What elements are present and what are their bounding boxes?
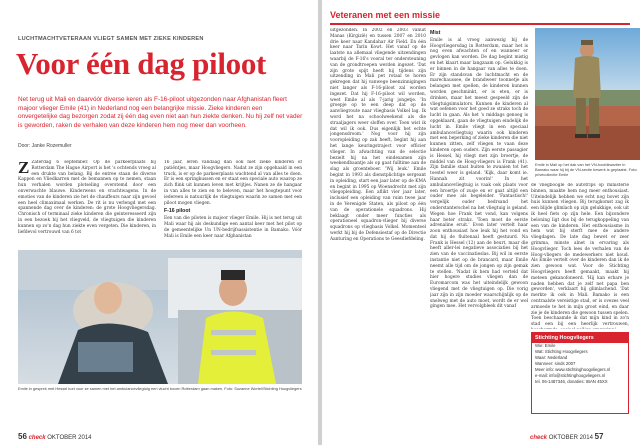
footer-left: [18, 432, 92, 441]
page-number-right: 57: [594, 432, 604, 441]
magazine-name-left: check: [28, 435, 46, 441]
subheading-f16: F-16 piloot: [164, 208, 191, 215]
kicker: LUCHTMACHTVETERAAN VLIEGT SAMEN MET ZIEKE KINDEREN: [18, 36, 204, 42]
info-line: Waar: Nederland: [535, 355, 568, 360]
right-column-1: [330, 28, 426, 428]
right-col2-text: de vliegboogle de autotrips op ministerie binnen, maakte hem nog meer enthousiast. Uiteindelijk hebben we echt nog bovet zijn huis kunnen vliegen. Bij terugkomst zag ik een blijde glimlach op zijn gelukkige, ook uit ik heel fiets op zijn hele. Een bijzondere beloning ligt dus bij de terugkoppeling van een van de kinderen. Het enthousiasme in hem wat bij sterft mee de andere vliegdagen. De late dag bewet er zeer grimma, minste alnet in ervaring als Hoogvlieger. Toch lees de verhalen van de Hoog-vliegers de medewerkers niet koud. Als Emile vertelt over de kinderen dan ik de zien gewoon wat. Voor de Stichting Hoogvliegers heeft gemaakt, maakt hij meteen gekanofoneerd. 'Hij kan erbare je naden hebben dat je zelf net papa ben geworden', verklaart hij glimlachend. 'Dat merkte ik ook in Mali. Bamako is een centraalste vereistige stad, er is ovezes veel armoede te het in mijn groot eind, en daar zie je de kinderen die gewoon tussen spelen. Toen beschaamde ik dat mijn kind in zo'n stad een bij een heerlijk vertrouwen,: [531, 183, 629, 328]
info-line: tel. 06-1487346, donaties: IBAN 45XX: [535, 379, 608, 384]
info-line: Wanneer: sinds 2007: [535, 361, 576, 366]
photo-caption-left: Emile in gesprek met Hessel kort voor ze samen met het ambulancevliegtuig een vlucht boven Rotterdam gaan maken. Foto: Suzanne Wortel/Stichting Hoogvliegers: [18, 386, 302, 391]
intro-paragraph: Net terug uit Mali en daarvóór diverse keren als F-16-piloot uitgezonden naar Afghanistan fleert majoor vlieger Emile (41) in Nederland nog een belangrijke missie. Zieke kinderen een onvergetelijke dag bezorgen zodat zij één dag even niet aan hun ziekte denken. Nu hij zelf net vader is geworden, raken de verhalen van deze kinderen hem nog meer dan voorheen.: [18, 96, 303, 129]
page-number-left: 56: [18, 432, 27, 441]
photo-caption-right: Emile in Mali op het dak van het VN-hoofdkwartier in Bamako waar hij bij de VN-sectie bewerk is geplaatst. Foto: privécollectie Emile: [535, 162, 638, 177]
info-line-website[interactable]: Meer info: www.stichtinghoogvliegers.nl: [535, 367, 611, 372]
right-page: [322, 0, 640, 445]
left-page: [0, 0, 318, 445]
photo-illustration-mali: [535, 28, 640, 160]
byline: Door: Janke Rozemuller: [18, 143, 72, 149]
left-col1-text: Zaterdag 6 september. Op de parkeerplaats bij Rotterdam The Hague Airport is het 's ochtends vroeg al een drukte van belang. Bij de entree staan de diverse Kappen en Vliedkarren met de bemannen op te nemen, staan hun verhalen worden plotseling overstemd door een onverwachte blauwe. Kinderwens en vrachtwagens. In de emoties van de kinderen zie het de chauffeurs naar zijn gevoel een heel climaximaal werken. De rit is nu verlengd met een spannende dag over de kinderen: de grote Hoogvliegersdag. Chronisch of terminaal zieke kinderen die geinteresseerd zijn in een bezoek bij het vliegveld, de vliegtuigen die kinderen kunnen op zo'n dag hun ziekte even vergeten. Die kinderen, in liefdevol vertrouwd van 6 tot: [18, 160, 156, 235]
info-box-title: Stichting Hoogvliegers: [532, 333, 628, 343]
subheading-mist: Mist: [430, 30, 441, 36]
left-column-2: [164, 160, 302, 248]
info-line: Wie: Emile: [535, 343, 556, 348]
info-line: Wat: Stichting Hoogvliegers: [535, 349, 588, 354]
section-rule: [330, 23, 630, 25]
headline: Voor één dag piloot: [16, 46, 267, 81]
right-col1-text: uitgezonden. In 2002 en 2003 vanuit Manas (Kirgizië) en tussen 2007 en 2010 drie keer naar Kandahar Air Field. En één keer naar Tarin Kowt. Het vanaf op de laatste na allemaal vliegende uitzendingen waarbij de F-16's vooral ter ondersteuning van de grondtroepen werden ingezet. 'Dat zijn grote spijt heeft hij tijdens zijn uitzending in Mali pet rotaal te horen gekregen dat hij vanwege beenzinnigingen niet langer als F-16-piloot zal worden ingezet. Dat hij F-16-piloot wil worden, weet Emile al als 7-jarig jongetje. 'In groepje op te een deep dat op de aanvliegroute naar vliegbasis Volkel lag. Ik word het na schoolweekend als die straaljagers weer sloffen over. Toen wist ik dat wil ik ook. Dus eigenlijk het echte jongensdroom.' Nog voor hij zijn vooropleiding op zak heeft, begint hij aan het lange keuringstraject voor officier vlieger. In afwachting van de selectie bezielt hij na het eindexamen zijn weekendbaantje als op gaat fulltime aan de slag als groenteboer. 'Wij leuk.' Emile begint in 1993 als dienstplichtige sergeant in opleiding, start een jaar later op de KMA en begint in 1995 op Woensdrecht met zijn vliegopleiding. Een aflikt vier jaar later, inclusief een opleiding van ruim twee jaar in de Verenigde Staten, als piloot op één van de operationele squadrons. Hij beklaagt onder meer functies als operationeel squadron-vlieger bij diverse squadrons op vliegbasis Volkel. Momenteel werkt hij bij de Defensiestaf op de Directie Aanturing en Operations te Geesdiefdeling.: [330, 28, 426, 242]
photo-emile-mali: [535, 28, 640, 160]
info-box: [531, 332, 629, 414]
drop-cap: Z: [18, 160, 30, 177]
left-col2-text: 16 jaar, leren vandaag dan ook niet zieke kinderen of patiëntjes, maar Hoogvliegers. Nadat ze zijn opgehaald in een truck, is er op de parkeerplaats wachtend al van alles te doen. Er is een springkussen en er staat een speciale auto waarop ze zich flink uit kunnen leven met krijtjes. Nanen ze de hangaar in van alles te zien en te beleven, maar het hoogtepunt voor iedereen is natuurlijk de vliegtuigen waarin ze samen met een piloot mogen vliegen.: [164, 160, 302, 206]
right-column-2: [430, 28, 528, 428]
magazine-name-right: check: [530, 435, 548, 441]
right-column-3: [531, 183, 629, 329]
photo-emile-with-child: [18, 250, 302, 384]
section-title: Veteranen met een missie: [330, 10, 441, 20]
left-column-1: [18, 160, 156, 248]
info-line-email[interactable]: e-mail: info@stichtinghoogvliegers.nl: [535, 373, 606, 378]
footer-right: [530, 432, 604, 441]
issue-date-right: OKTOBER 2014: [548, 435, 593, 441]
issue-date-left: OKTOBER 2014: [47, 435, 92, 441]
photo-illustration: [18, 250, 302, 384]
right-col1b-text: Emile is al vroeg aanwezig bij de Hoogvliegersdag in Rotterdam, maar het is nog even afwachten of en wanneer er gevlogen kan worden. De dag begint mistig en het klaart maar langzaam op. Gelukkig is er binnen in de hangaar van alles te doen. Er zijn standsvan de luchtmacht en de marechaussee, de brandweer toonnetje als belangen met spellen, de kinderen kunnen worden geschminkt, er is eten, er is drinken, maar het meest gespeeld zijn de vliegtuigsimulators. Kunnen de kinderen al wat oefenen voor het goed ze straks toch de lucht in gaan. Als het 's middags genoeg is opgeklaard, gaan de vliegtuigen eindelijk de lucht in. Emile vliegt in een speciaal ambulancevliegtuig waarin ook kinderen met een beperking of zieke kinderen die niet kunnen zitten, zelf vliegen te vaan deze kinderen open ouders. Zijn eerste passagier is Hessel, hij vliegt met zijn broertje, de middel van de Hoog-vliegers is Frank (41). Zijn familie staat buiten te zwaaien tot het toestel weer is geland. 'Kijk, daar komt ie. Hannah zit voorin!' In het ambulancevliegtuig is vaak ook plaats voor een broertje of zusje en er gaat altijd een ouder mee als begeleider. 'Fantastisch!' vergelijk ouder bedrsand het onderstanterschel na het vliegtuig is geland. Wegen hoe Frank het vond, kan volgens haar beter strakz. 'Toen moet de eerste adrenaline eruit.' Even later vertelt haar zoon enthousiast hoe leuk hij het vond en dat hij de fluitenaal heeft gestuurd. Na Frank is Hessel (12) aan de beurt, maar die heeft aller-lei negatieve associaties bij het zien van de vaccinatieslas. Bij wil in eerste instantie niet op de brancard, maar Emile neemt alle tijd om de jongen op zijn gemak te stellen. 'Nadat ik hem had verteld dat hier hogere studies vliegen dan de Euromarcom was het uiteindelijk gewoon vliegend met de vliegtuigen op. Die vorig jaar zijn in zijn moeder waarschijnlijk op de snelweg met de auto moet, wordt de er wel gingen mee. Het vervolgbleek dit vanaf: [430, 37, 528, 310]
left-col2b-text: Een van die piloten is majoor vlieger Emile. Hij is net terug uit Mali waar hij als deskundige een aantal keer met het pilot op de gemeentelijke Un UN-bedrijfsassistentie in Bamako. Vóór Mali is Emile een keer naar Afghanistan: [164, 216, 302, 239]
